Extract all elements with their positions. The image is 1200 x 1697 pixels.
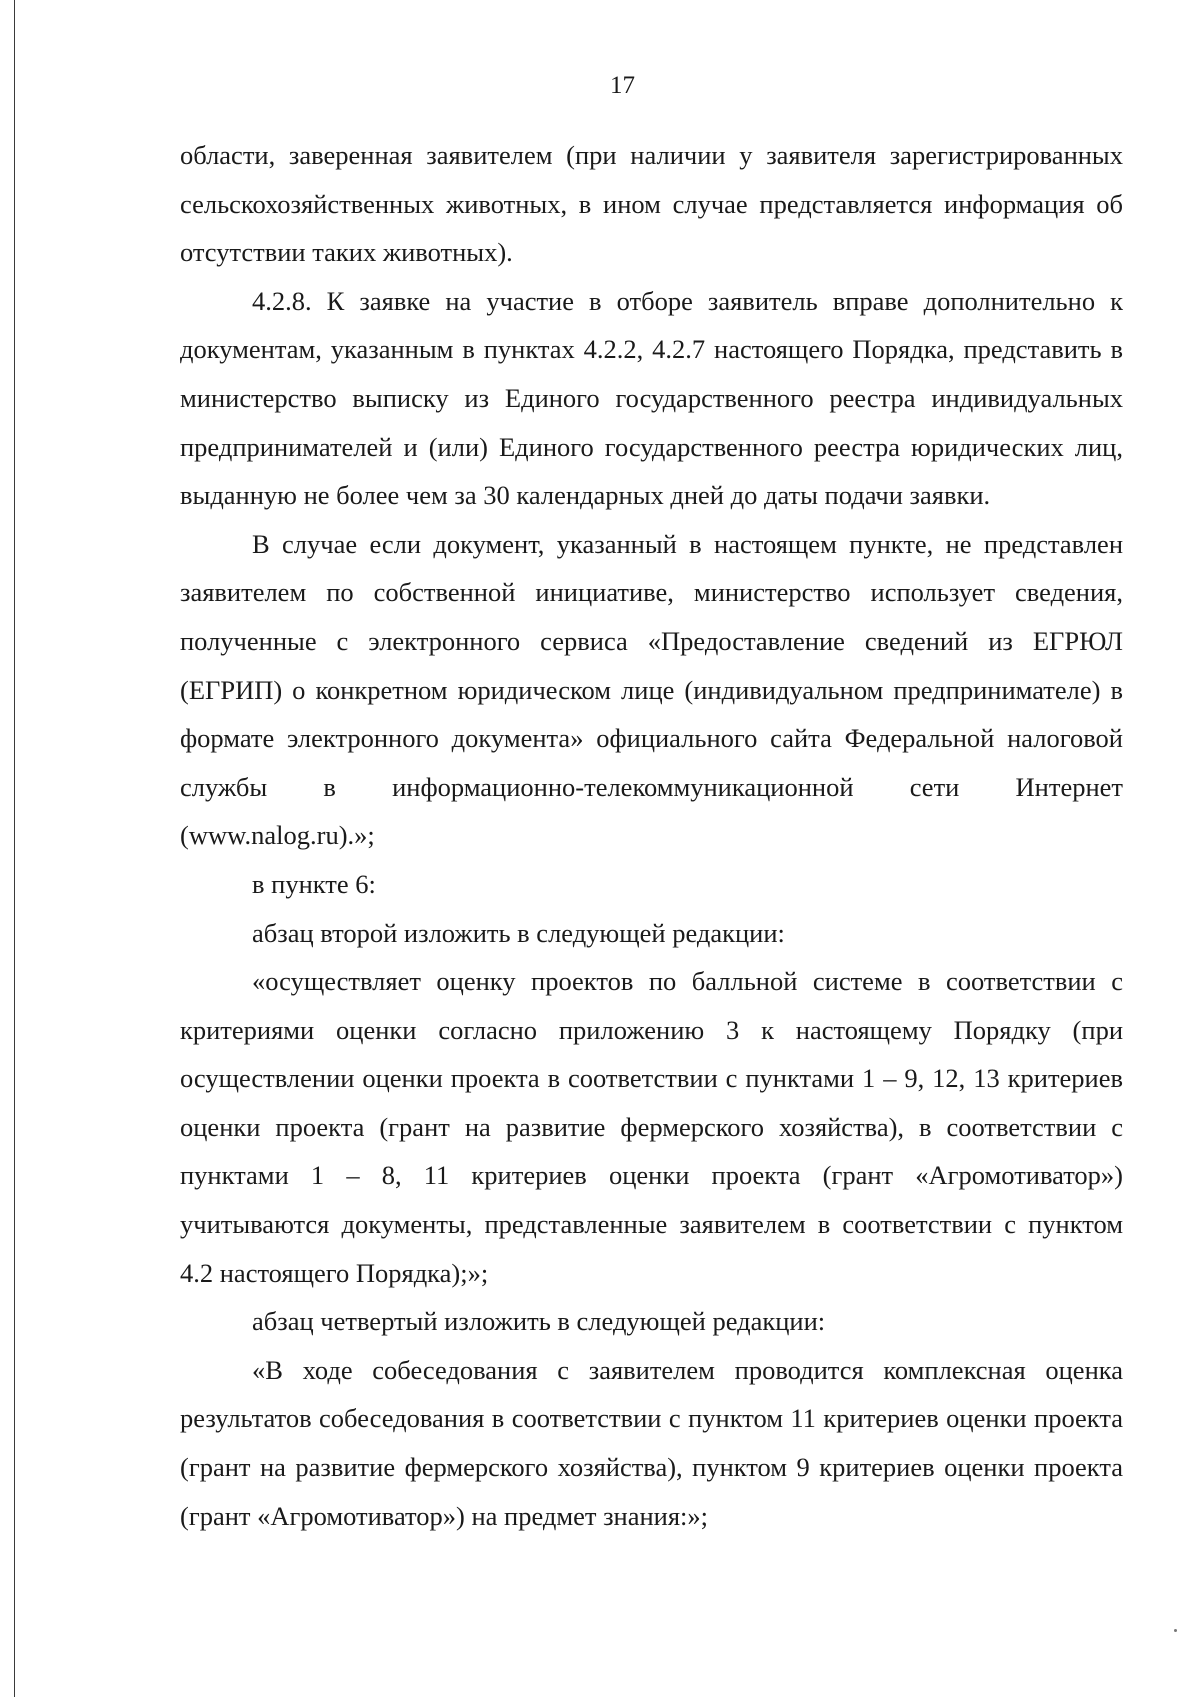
paragraph-continuation: области, заверенная заявителем (при наличии у заявителя зарегистрированных сельскохозяйственных животных, в ином случае представляется информация об отсутствии таких животных). [180, 140, 1123, 268]
page-number: 17 [610, 72, 635, 99]
paragraph-interview: «В ходе собеседования с заявителем проводится комплексная оценка результатов собеседования в соответствии с пунктом 11 критериев оценки проекта (грант на развитие фермерского хозяйства), пунктом 9 критериев оценки проекта (грант «Агромотиватор») на предмет знания:»; [180, 1354, 1123, 1531]
page-edge-line [14, 0, 15, 1697]
paragraph-4-2-8: 4.2.8. К заявке на участие в отборе заявитель вправе дополнительно к документам, указанным в пунктах 4.2.2, 4.2.7 настоящего Порядка, представить в министерство выписку из Единого государственного реестра индивидуальных предпринимателей и (или) Единого государственного реестра юридических лиц, выданную не более чем за 30 календарных дней до даты подачи заявки. [180, 285, 1123, 511]
document-body [180, 131, 1123, 1540]
paragraph-second-abzac: абзац второй изложить в следующей редакции: [252, 917, 785, 948]
paragraph-fourth-abzac: абзац четвертый изложить в следующей редакции: [252, 1306, 826, 1337]
paragraph-point-6: в пункте 6: [252, 868, 376, 899]
paragraph-evaluation: «осуществляет оценку проектов по балльной системе в соответствии с критериями оценки согласно приложению 3 к настоящему Порядку (при осуществлении оценки проекта в соответствии с пунктами 1 – 9, 12, 13 критериев оценки проекта (грант на развитие фермерского хозяйства), в соответствии с пунктами 1 – 8, 11 критериев оценки проекта (грант «Агромотиватор») учитываются документы, представленные заявителем в соответствии с пунктом 4.2 настоящего Порядка);»; [180, 966, 1123, 1288]
scan-speck [1174, 1629, 1177, 1632]
paragraph-egrul-info: В случае если документ, указанный в настоящем пункте, не представлен заявителем по собственной инициативе, министерство использует сведения, полученные с электронного сервиса «Предоставление сведений из ЕГРЮЛ (ЕГРИП) о конкретном юридическом лице (индивидуальном предпринимателе) в формате электронного документа» официального сайта Федеральной налоговой службы в информационно-телекоммуникационной сети Интернет (www.nalog.ru).»; [180, 528, 1123, 851]
